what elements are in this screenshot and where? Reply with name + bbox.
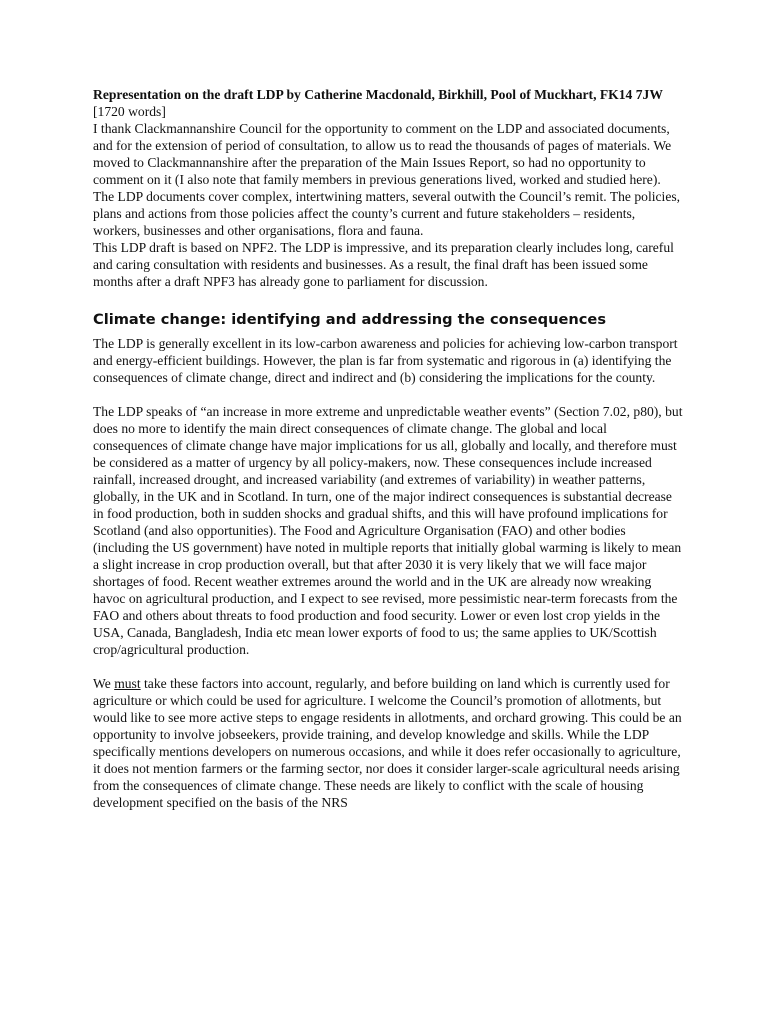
intro-paragraph-3: This LDP draft is based on NPF2. The LDP is impressive, and its preparation clearly includes long, careful and caring consultation with residents and businesses. As a result, the final draft has been issued some months after a draft NPF3 has already gone to parliament for discussion. bbox=[93, 240, 674, 289]
section-heading: Climate change: identifying and addressing the consequences bbox=[93, 311, 607, 328]
intro-paragraph-2: The LDP documents cover complex, intertwining matters, several outwith the Council’s remit. The policies, plans and actions from those policies affect the county’s current and future stakeholders – residents, workers, businesses and other organisations, flora and fauna. bbox=[93, 189, 681, 238]
section-paragraph-3 bbox=[93, 675, 683, 811]
document-page bbox=[93, 86, 683, 811]
underlined-must: must bbox=[114, 676, 141, 691]
word-count: [1720 words] bbox=[93, 104, 166, 119]
intro-paragraph-1: I thank Clackmannanshire Council for the opportunity to comment on the LDP and associated documents, and for the extension of period of consultation, to allow us to read the thousands of pages of materials. We moved to Clackmannanshire after the preparation of the Main Issues Report, so had no opportunity to comment on it (I also note that family members in previous generations lived, worked and studied here). bbox=[93, 121, 672, 187]
paragraph-3-rest: take these factors into account, regularly, and before building on land which is currently used for agriculture or which could be used for agriculture. I welcome the Council’s promotion of allotments, but would like to see more active steps to engage residents in allotments, and orchard growing. This could be an opportunity to involve jobseekers, provide training, and develop knowledge and skills. While the LDP specifically mentions developers on numerous occasions, and while it does refer occasionally to agriculture, it does not mention farmers or the farming sector, nor does it consider larger-scale agricultural needs arising from the consequences of climate change. These needs are likely to conflict with the scale of housing development specified on the basis of the NRS bbox=[93, 676, 682, 810]
paragraph-3-start: We bbox=[93, 676, 115, 691]
section-paragraph-1: The LDP is generally excellent in its low-carbon awareness and policies for achieving low-carbon transport and energy-efficient buildings. However, the plan is far from systematic and rigorous in (a) identifying the consequences of climate change, direct and indirect and (b) considering the implications for the county. bbox=[93, 336, 678, 385]
section-paragraph-2: The LDP speaks of “an increase in more extreme and unpredictable weather events” (Section 7.02, p80), but does no more to identify the main direct consequences of climate change. The global and local consequences of climate change have major implications for us all, globally and locally, and therefore must be considered as a matter of urgency by all policy-makers, now. These consequences include increased rainfall, increased drought, and increased variability (and extremes of variability) in weather patterns, globally, in the UK and in Scotland. In turn, one of the major indirect consequences is substantial decrease in food production, both in sudden shocks and gradual shifts, and this will have profound implications for Scotland (and also opportunities). The Food and Agriculture Organisation (FAO) and other bodies (including the US government) have noted in multiple reports that initially global warming is likely to mean a slight increase in crop production overall, but that after 2030 it is very likely that we will face major shortages of food. Recent weather extremes around the world and in the UK are already now wreaking havoc on agricultural production, and I expect to see revised, more pessimistic near-term forecasts from the FAO and others about threats to food production and food security. Lower or even lost crop yields in the USA, Canada, Bangladesh, India etc mean lower exports of food to us; the same applies to UK/Scottish crop/agricultural production. bbox=[93, 404, 683, 657]
document-title: Representation on the draft LDP by Catherine Macdonald, Birkhill, Pool of Muckhart, FK14 7JW bbox=[93, 87, 663, 102]
